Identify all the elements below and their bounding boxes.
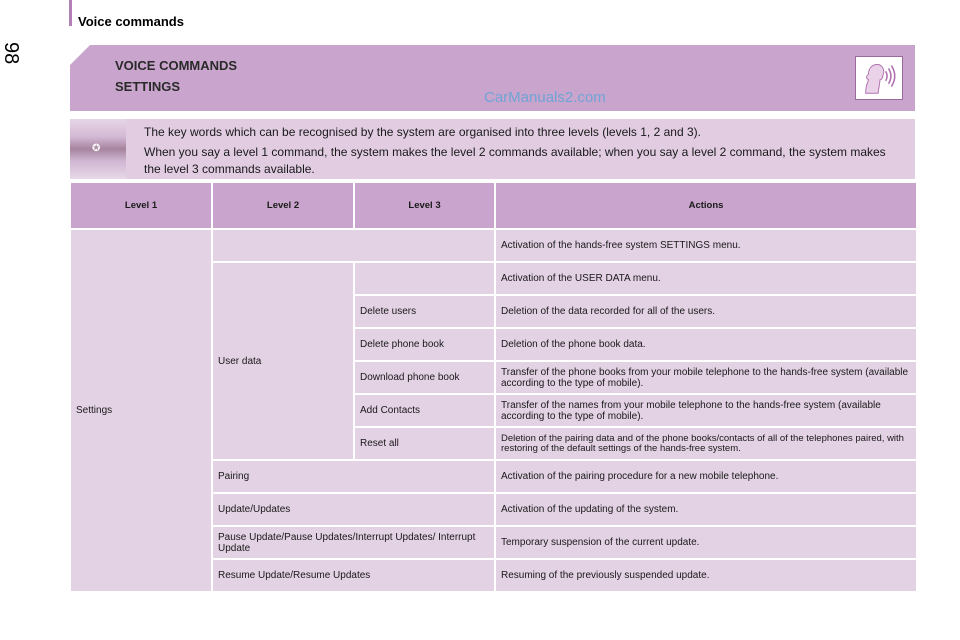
action-cell: Deletion of the phone book data. — [495, 328, 917, 361]
level2-command-cell: Pause Update/Pause Updates/Interrupt Updates/ Interrupt Update — [212, 526, 495, 559]
level3-command-cell: Delete users — [354, 295, 495, 328]
action-cell: Resuming of the previously suspended update. — [495, 559, 917, 592]
banner-title-line1: VOICE COMMANDS — [115, 58, 238, 73]
action-cell: Temporary suspension of the current update. — [495, 526, 917, 559]
action-cell: Transfer of the names from your mobile telephone to the hands-free system (available according to the type of mobile). — [495, 394, 917, 427]
banner-title — [115, 55, 237, 97]
level2-command-cell: Resume Update/Resume Updates — [212, 559, 495, 592]
watermark-text: CarManuals2.com — [484, 89, 606, 106]
table-header-row — [70, 182, 917, 229]
level2-command-cell: Pairing — [212, 460, 495, 493]
table-row — [70, 229, 917, 262]
level3-command-cell: Download phone book — [354, 361, 495, 394]
page-number: 98 — [0, 42, 22, 65]
section-side-rule — [69, 0, 72, 26]
level3-command-cell: Delete phone book — [354, 328, 495, 361]
intro-text — [144, 124, 904, 181]
action-cell: Transfer of the phone books from your mobile telephone to the hands-free system (available according to the type of mobile). — [495, 361, 917, 394]
column-header-level2: Level 2 — [212, 182, 354, 229]
intro-paragraph: The key words which can be recognised by the system are organised into three levels (levels 1, 2 and 3). — [144, 125, 701, 139]
level3-command-cell: Add Contacts — [354, 394, 495, 427]
section-header-label: Voice commands — [78, 14, 184, 29]
action-cell: Deletion of the data recorded for all of the users. — [495, 295, 917, 328]
intro-paragraph: When you say a level 1 command, the system makes the level 2 commands available; when you say a level 2 command, the system makes the level 3 commands available. — [144, 145, 886, 176]
empty-cell — [354, 262, 495, 295]
banner-corner-fold — [70, 45, 90, 65]
action-cell: Activation of the USER DATA menu. — [495, 262, 917, 295]
column-header-level3: Level 3 — [354, 182, 495, 229]
level2-user-data-cell: User data — [212, 262, 354, 460]
action-cell: Deletion of the pairing data and of the phone books/contacts of all of the telephones paired, with restoring of the default settings of the hands-free system. — [495, 427, 917, 460]
voice-speaking-head-icon — [855, 56, 903, 100]
intro-decoration — [70, 119, 126, 179]
empty-cell — [212, 229, 495, 262]
banner-title-line2: SETTINGS — [115, 79, 181, 94]
action-cell: Activation of the hands-free system SETTINGS menu. — [495, 229, 917, 262]
action-cell: Activation of the pairing procedure for a new mobile telephone. — [495, 460, 917, 493]
voice-commands-table — [69, 181, 918, 593]
action-cell: Activation of the updating of the system. — [495, 493, 917, 526]
info-marker-icon: ✪ — [92, 143, 101, 154]
intro-box — [70, 119, 915, 179]
column-header-level1: Level 1 — [70, 182, 212, 229]
level2-command-cell: Update/Updates — [212, 493, 495, 526]
level3-command-cell: Reset all — [354, 427, 495, 460]
level1-settings-cell: Settings — [70, 229, 212, 592]
column-header-actions: Actions — [495, 182, 917, 229]
title-banner — [70, 45, 915, 111]
